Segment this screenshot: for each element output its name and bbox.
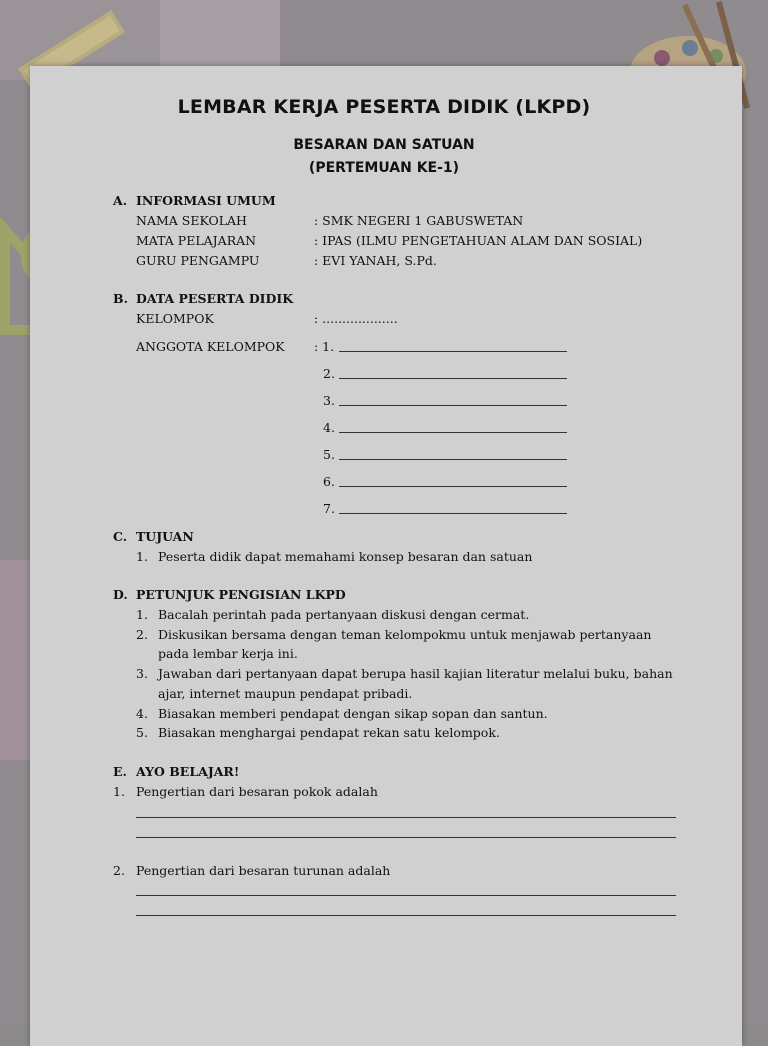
- instruction-text: Biasakan memberi pendapat dengan sikap sopan dan santun.: [158, 706, 548, 721]
- member-number: 3.: [323, 393, 335, 408]
- section-b-heading: DATA PESERTA DIDIK: [136, 291, 294, 306]
- section-e-letter: E.: [113, 764, 127, 779]
- question-text: Pengertian dari besaran pokok adalah: [136, 784, 378, 799]
- section-a-heading: INFORMASI UMUM: [136, 193, 276, 208]
- instruction-text: ajar, internet maupun pendapat pribadi.: [158, 686, 413, 701]
- list-item-number: 1.: [136, 549, 148, 564]
- answer-line: [136, 915, 676, 916]
- member-number: 5.: [323, 447, 335, 462]
- school-label: NAMA SEKOLAH: [136, 213, 247, 228]
- member-number: 2.: [323, 366, 335, 381]
- member-blank: [339, 378, 567, 379]
- instruction-text: Biasakan menghargai pendapat rekan satu kelompok.: [158, 725, 500, 740]
- question-number: 2.: [113, 863, 125, 878]
- answer-line: [136, 895, 676, 896]
- instruction-text: pada lembar kerja ini.: [158, 646, 298, 661]
- member-blank: [339, 513, 567, 514]
- section-d-heading: PETUNJUK PENGISIAN LKPD: [136, 587, 346, 602]
- group-value: : ...................: [314, 311, 398, 326]
- question-number: 1.: [113, 784, 125, 799]
- member-blank: [339, 432, 567, 433]
- member-blank: [339, 459, 567, 460]
- instruction-text: Diskusikan bersama dengan teman kelompokmu untuk menjawab pertanyaan: [158, 627, 652, 642]
- question-text: Pengertian dari besaran turunan adalah: [136, 863, 391, 878]
- member-blank: [339, 351, 567, 352]
- objective-text: Peserta didik dapat memahami konsep besaran dan satuan: [158, 549, 533, 564]
- teacher-label: GURU PENGAMPU: [136, 253, 260, 268]
- school-value: : SMK NEGERI 1 GABUSWETAN: [314, 213, 524, 228]
- member-number: 7.: [323, 501, 335, 516]
- meeting-label: (PERTEMUAN KE-1): [308, 160, 460, 176]
- subject-value: : IPAS (ILMU PENGETAHUAN ALAM DAN SOSIAL): [314, 233, 643, 248]
- list-item-number: 4.: [136, 706, 148, 721]
- instruction-text: Bacalah perintah pada pertanyaan diskusi dengan cermat.: [158, 607, 530, 622]
- instruction-text: Jawaban dari pertanyaan dapat berupa hasil kajian literatur melalui buku, bahan: [158, 666, 673, 681]
- member-blank: [339, 405, 567, 406]
- section-d-letter: D.: [113, 587, 128, 602]
- member-blank: [339, 486, 567, 487]
- member-number: : 1.: [314, 339, 335, 354]
- member-number: 6.: [323, 474, 335, 489]
- members-label: ANGGOTA KELOMPOK: [136, 339, 285, 354]
- section-b-letter: B.: [113, 291, 128, 306]
- section-e-heading: AYO BELAJAR!: [136, 764, 240, 779]
- list-item-number: 1.: [136, 607, 148, 622]
- answer-line: [136, 817, 676, 818]
- worksheet-title: LEMBAR KERJA PESERTA DIDIK (LKPD): [177, 96, 591, 118]
- list-item-number: 3.: [136, 666, 148, 681]
- subject-label: MATA PELAJARAN: [136, 233, 257, 248]
- list-item-number: 5.: [136, 725, 148, 740]
- section-c-heading: TUJUAN: [136, 529, 194, 544]
- member-number: 4.: [323, 420, 335, 435]
- section-a-letter: A.: [113, 193, 128, 208]
- group-label: KELOMPOK: [136, 311, 214, 326]
- list-item-number: 2.: [136, 627, 148, 642]
- section-c-letter: C.: [113, 529, 128, 544]
- worksheet-subtitle: BESARAN DAN SATUAN: [293, 137, 475, 153]
- teacher-value: : EVI YANAH, S.Pd.: [314, 253, 437, 268]
- answer-line: [136, 837, 676, 838]
